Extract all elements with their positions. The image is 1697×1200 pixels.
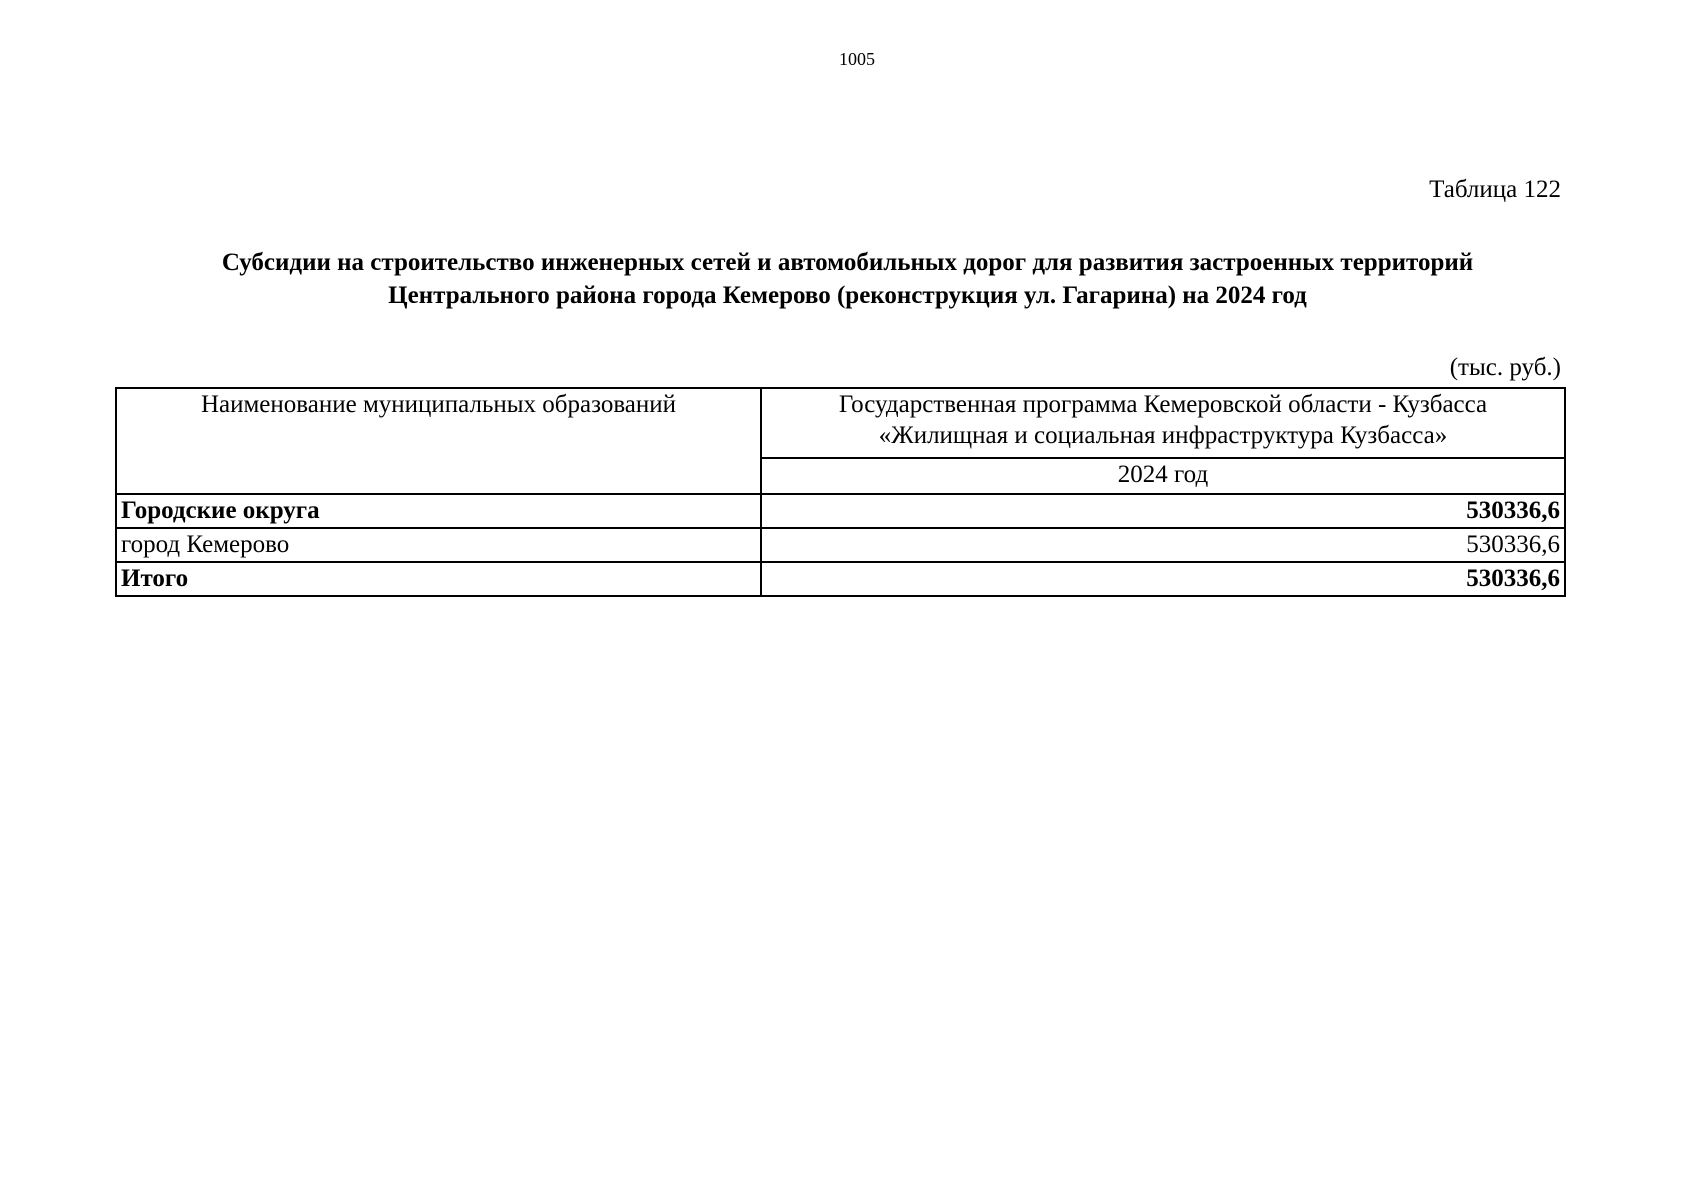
header-name-cell: Наименование муниципальных образований	[116, 388, 761, 494]
row-value-cell: 530336,6	[761, 562, 1565, 596]
document-title	[115, 246, 1580, 312]
subsidies-table	[115, 387, 1566, 597]
row-name-cell: Городские округа	[116, 494, 761, 528]
page-number: 1005	[839, 49, 875, 69]
document-title-line-2: Центрального района города Кемерово (реконструкция ул. Гагарина) на 2024 год	[388, 282, 1307, 309]
header-program-cell	[761, 388, 1565, 458]
table-row	[116, 562, 1565, 596]
document-title-line-1: Субсидии на строительство инженерных сетей и автомобильных дорог для развития застроенных территорий	[221, 249, 1474, 276]
row-value-cell: 530336,6	[761, 494, 1565, 528]
table-row	[116, 528, 1565, 562]
table-row	[116, 494, 1565, 528]
header-year-cell: 2024 год	[761, 458, 1565, 494]
header-program-line-2: «Жилищная и социальная инфраструктура Кузбасса»	[878, 422, 1448, 449]
row-name-cell: Итого	[116, 562, 761, 596]
row-name-cell: город Кемерово	[116, 528, 761, 562]
row-value-cell: 530336,6	[761, 528, 1565, 562]
table-number: Таблица 122	[1429, 176, 1561, 203]
units-label: (тыс. руб.)	[1449, 354, 1561, 381]
table-header-row	[116, 388, 1565, 458]
header-program-line-1: Государственная программа Кемеровской области - Кузбасса	[838, 391, 1488, 418]
